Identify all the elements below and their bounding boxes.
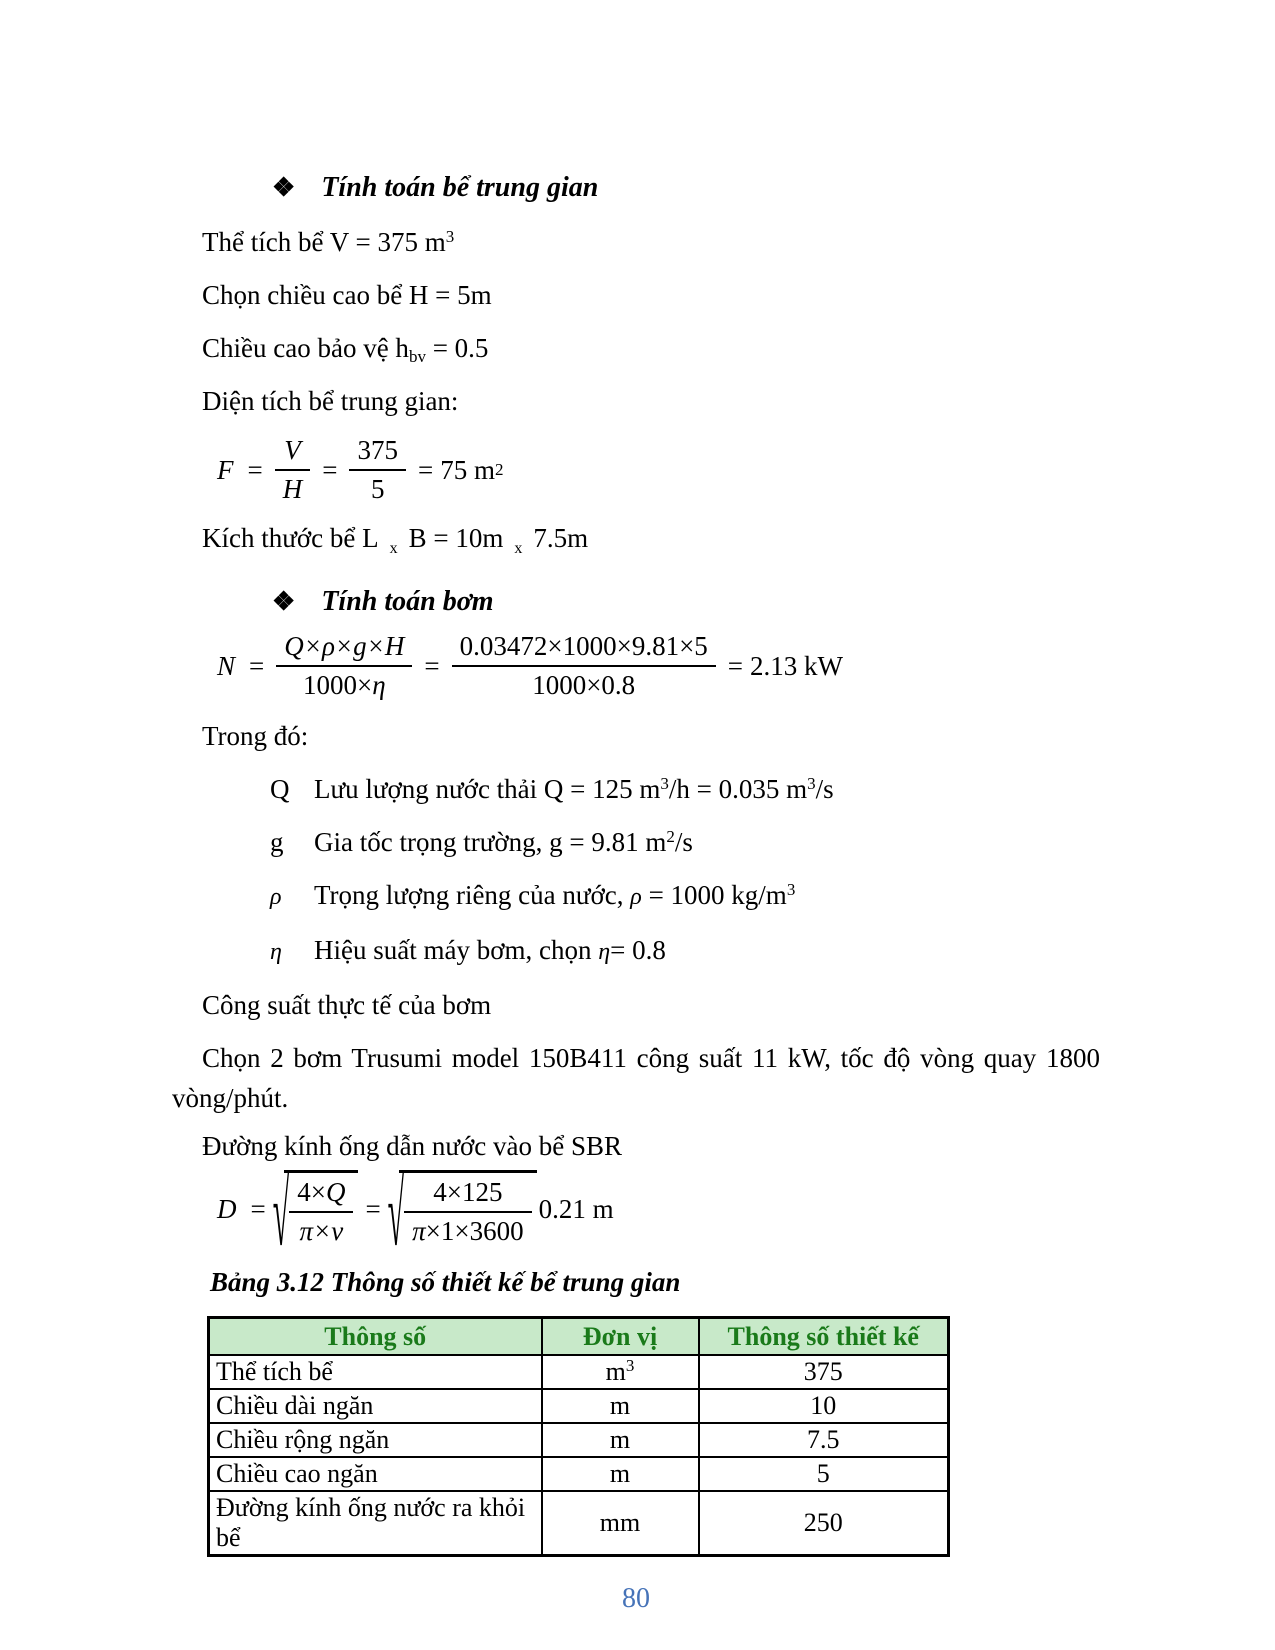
symbol-eta: η: [270, 939, 282, 966]
paragraph-trong-do: [172, 716, 1100, 756]
spec-table: [207, 1316, 950, 1557]
table-header-row: [209, 1318, 949, 1355]
formula-pump-power: [210, 630, 1100, 702]
denominator-rest: ×1×3600: [425, 1216, 524, 1247]
section-heading-tank-label: Tính toán bể trung gian: [321, 172, 599, 203]
formula-pipe-diameter: [210, 1163, 1100, 1267]
paragraph-volume-text: Thể tích bể V = 375 m: [202, 227, 446, 257]
cell-param: Chiều rộng ngăn: [209, 1423, 542, 1457]
paragraph-trong-do-text: Trong đó:: [202, 721, 309, 752]
paragraph-safety-height: [172, 328, 1100, 368]
equals-sign: =: [247, 454, 263, 485]
cell-param: Đường kính ống nước ra khỏi bể: [209, 1491, 542, 1556]
cell-value: 5: [699, 1457, 949, 1491]
where-item-q: [270, 769, 1100, 809]
formula-pipe-diameter-result: 0.21 m: [538, 1193, 614, 1224]
eta-variable: η: [372, 670, 386, 701]
q-variable: Q: [325, 1177, 346, 1208]
times-symbol: x: [514, 540, 523, 558]
formula-area-result: 75 m: [440, 454, 495, 485]
equals-sign: =: [322, 454, 338, 485]
paragraph-height-text: Chọn chiều cao bể H = 5m: [202, 280, 492, 310]
numerator-coefficient: 4×: [297, 1177, 326, 1208]
paragraph-safety-text: Chiều cao bảo vệ h: [202, 333, 409, 363]
diamond-bullet-icon: ❖: [272, 173, 296, 202]
cell-param: Chiều cao ngăn: [209, 1457, 542, 1491]
where-item-q-text: /s: [815, 774, 834, 805]
radical-icon: √: [387, 1163, 405, 1267]
formula-pump-power-lhs: N: [217, 650, 236, 681]
formula-pump-power-result: 2.13 kW: [750, 650, 844, 681]
subscript: bv: [408, 347, 426, 366]
where-item-rho-text: = 1000 kg/m: [641, 880, 787, 911]
paragraph-volume: [172, 222, 1100, 262]
where-item-g-text: /s: [674, 827, 693, 858]
equals-sign: =: [249, 650, 265, 681]
paragraph-safety-text-post: = 0.5: [425, 333, 489, 363]
formula-area: F = $\frac{V}{H}$ = $\frac{375}{5}$ = 75 m 2: [210, 434, 1100, 506]
denominator-coefficient: 1000×: [302, 670, 373, 701]
cell-unit: m: [542, 1423, 699, 1457]
where-item-eta: [270, 930, 1100, 972]
cell-param: Chiều dài ngăn: [209, 1389, 542, 1423]
cell-value: 10: [699, 1389, 949, 1423]
where-item-g: [270, 822, 1100, 862]
radical-icon: √: [272, 1163, 290, 1267]
diamond-bullet-icon: ❖: [272, 587, 296, 617]
radicand: [284, 1170, 358, 1248]
paragraph-height: [172, 275, 1100, 315]
column-header-design-value: Thông số thiết kế: [699, 1318, 949, 1355]
paragraph-dimensions-text: B = 10m: [408, 523, 504, 554]
where-item-g-text: Gia tốc trọng trường, g = 9.81 m: [314, 827, 667, 858]
square-root: [272, 1163, 359, 1267]
cell-unit: $m^3$: [542, 1355, 699, 1389]
table-row: [209, 1457, 949, 1491]
eta-variable: η: [598, 939, 611, 966]
fraction-denominator: 1000×0.8: [452, 665, 716, 702]
fraction-denominator: π×v: [289, 1211, 353, 1248]
formula-area-lhs: F: [217, 454, 234, 485]
fraction-denominator: [404, 1211, 532, 1248]
symbol-g: g: [270, 827, 284, 858]
fraction: [276, 630, 412, 702]
symbol-q: Q: [270, 774, 290, 805]
cell-unit: m: [542, 1389, 699, 1423]
paragraph-duong-kinh-text: Đường kính ống dẫn nước vào bể SBR: [202, 1131, 623, 1162]
fraction: [349, 434, 406, 506]
superscript: 3: [807, 774, 816, 794]
pi-variable: π: [412, 1216, 426, 1247]
table-row: [209, 1423, 949, 1457]
section-heading-tank: [272, 168, 1100, 208]
equals-sign: =: [424, 650, 440, 681]
table-caption: [210, 1262, 1100, 1302]
section-heading-pump-label: Tính toán bơm: [321, 586, 494, 618]
paragraph-chon-bom: [172, 1038, 1100, 1118]
symbol-rho: ρ: [270, 884, 282, 911]
square-root: [387, 1163, 537, 1267]
fraction: [289, 1176, 353, 1248]
fraction-numerator: 4×125: [433, 1177, 503, 1208]
cell-param: Thể tích bể: [209, 1355, 542, 1389]
superscript: 2: [666, 827, 675, 847]
radicand: [399, 1170, 537, 1248]
cell-value: 7.5: [699, 1423, 949, 1457]
table-row: [209, 1389, 949, 1423]
paragraph-dimensions: [172, 518, 1100, 569]
column-header-param: Thông số: [209, 1318, 542, 1355]
where-item-eta-text: = 0.8: [610, 935, 666, 966]
superscript: 3: [625, 1355, 635, 1375]
fraction: [404, 1176, 532, 1248]
where-item-eta-text: Hiệu suất máy bơm, chọn: [314, 935, 599, 966]
fraction: [275, 434, 311, 506]
equals-sign: =: [727, 650, 744, 681]
fraction-numerator: 0.03472×1000×9.81×5: [459, 631, 708, 662]
equals-sign: =: [250, 1193, 266, 1224]
paragraph-duong-kinh: [172, 1126, 1100, 1166]
paragraph-cong-suat: [172, 985, 1100, 1025]
fraction-numerator: V: [284, 435, 301, 465]
table-row: [209, 1355, 949, 1389]
fraction-denominator: 5: [349, 469, 406, 506]
superscript: 3: [660, 774, 669, 794]
where-item-q-text: /h = 0.035 m: [668, 774, 808, 805]
fraction-denominator: H: [275, 469, 311, 506]
cell-value: 250: [699, 1491, 949, 1556]
fraction-numerator: 375: [357, 435, 398, 465]
rho-variable: ρ: [630, 884, 642, 911]
paragraph-dimensions-text: 7.5m: [533, 523, 589, 554]
column-header-unit: Đơn vị: [542, 1318, 699, 1355]
formula-pipe-diameter-lhs: D: [217, 1193, 237, 1224]
fraction-numerator: [289, 1176, 353, 1211]
equals-sign: =: [365, 1193, 381, 1224]
section-heading-pump: [272, 582, 1100, 622]
paragraph-chon-bom-text: Chọn 2 bơm Trusumi model 150B411 công suất 11 kW, tốc độ vòng quay 1800 vòng/phút.: [172, 1043, 1100, 1114]
paragraph-cong-suat-text: Công suất thực tế của bơm: [202, 990, 492, 1021]
where-item-rho: [270, 875, 1100, 917]
fraction: [452, 630, 716, 702]
cell-unit: mm: [542, 1491, 699, 1556]
paragraph-dimensions-text: Kích thước bể L: [202, 523, 379, 554]
fraction-denominator: [276, 665, 412, 702]
times-symbol: x: [389, 540, 398, 558]
table-row: [209, 1491, 949, 1556]
superscript: 3: [445, 227, 455, 246]
paragraph-area-label: [172, 381, 1100, 421]
where-item-rho-text: Trọng lượng riêng của nước,: [314, 880, 631, 911]
equals-sign: =: [417, 454, 434, 485]
cell-value: 375: [699, 1355, 949, 1389]
cell-unit: m: [542, 1457, 699, 1491]
page-number: 80: [622, 1582, 650, 1614]
table-caption-text: Bảng 3.12 Thông số thiết kế bể trung gian: [210, 1267, 681, 1298]
superscript: 3: [786, 880, 796, 900]
fraction-numerator: Q×ρ×g×H: [284, 631, 405, 662]
where-item-q-text: Lưu lượng nước thải Q = 125 m: [314, 774, 661, 805]
paragraph-area-label-text: Diện tích bể trung gian:: [202, 386, 459, 416]
